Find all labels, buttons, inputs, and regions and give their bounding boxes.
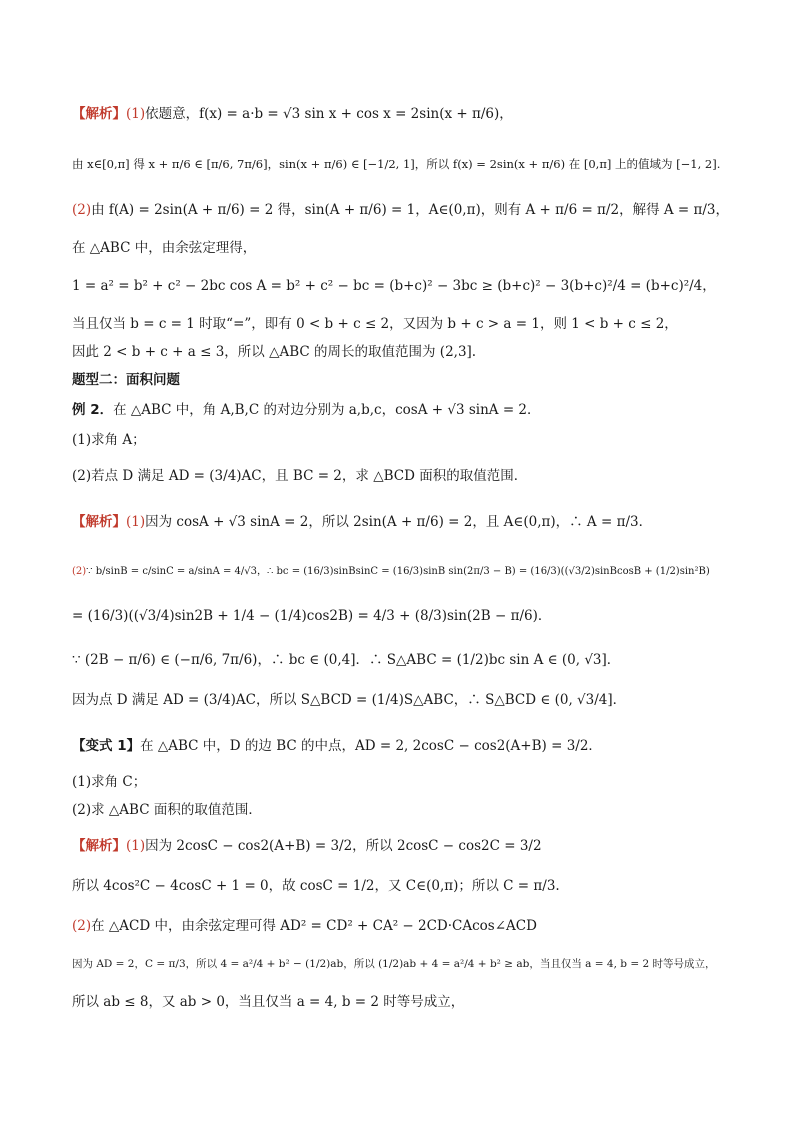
line-text: 所以 4cos²C − 4cosC + 1 = 0，故 cosC = 1/2，又 C∈(0,π)；所以 C = π/3. (72, 878, 560, 894)
solution-line (72, 690, 732, 710)
line-text: 依题意，f(x) = a·b = √3 sin x + cos x = 2sin(x + π/6)， (145, 106, 513, 122)
line-text: 1 = a² = b² + c² − 2bc cos A = b² + c² − bc = (b+c)² − 3bc ≥ (b+c)² − 3(b+c)²/4 = (b+c)²/4， (72, 278, 716, 294)
heading-text: 题型二：面积问题 (72, 372, 180, 388)
solution-line (72, 238, 732, 258)
line-text: 所以 ab ≤ 8，又 ab > 0，当且仅当 a = 4, b = 2 时等号成立， (72, 994, 465, 1010)
solution-line (72, 836, 732, 856)
solution-line (72, 276, 732, 296)
line-text: (1)求角 C； (72, 774, 147, 790)
question-line (72, 800, 732, 820)
line-text: 因为 cosA + √3 sinA = 2，所以 2sin(A + π/6) = 2，且 A∈(0,π)，∴ A = π/3． (145, 514, 653, 530)
variant-label: 【变式 1】 (72, 738, 141, 754)
question-line (72, 466, 732, 486)
solution-line (72, 314, 732, 334)
line-text: 由 f(A) = 2sin(A + π/6) = 2 得，sin(A + π/6) = 1，A∈(0,π)，则有 A + π/6 = π/2，解得 A = π/3， (91, 202, 730, 218)
line-text: (1)求角 A； (72, 432, 146, 448)
line-text: ∵ (2B − π/6) ∈ (−π/6, 7π/6)，∴ bc ∈ (0,4]．∴ S△ABC = (1/2)bc sin A ∈ (0, √3]． (72, 652, 621, 668)
line-text: 因为点 D 满足 AD = (3/4)AC，所以 S△BCD = (1/4)S△ABC，∴ S△BCD ∈ (0, √3/4]． (72, 692, 627, 708)
solution-line (72, 562, 732, 582)
question-line (72, 772, 732, 792)
solution-line (72, 606, 732, 626)
variant-statement (72, 736, 732, 756)
solution-line (72, 650, 732, 670)
part-marker: (1) (126, 838, 146, 854)
solution-label: 【解析】 (72, 838, 126, 854)
part-marker: (1) (126, 106, 146, 122)
line-text: 因为 AD = 2，C = π/3，所以 4 = a²/4 + b² − (1/2)ab，所以 (1/2)ab + 4 = a²/4 + b² ≥ ab，当且仅当 a = 4, b = 2 时等号成立， (72, 958, 716, 970)
line-text: 在 △ACD 中，由余弦定理可得 AD² = CD² + CA² − 2CD·CAcos∠ACD (91, 918, 537, 934)
section-heading (72, 370, 732, 390)
line-text: 在 △ABC 中，D 的边 BC 的中点，AD = 2, 2cosC − cos2(A+B) = 3/2． (140, 738, 602, 754)
solution-line (72, 104, 732, 124)
line-text: 当且仅当 b = c = 1 时取“=”，即有 0 < b + c ≤ 2，又因为 b + c > a = 1，则 1 < b + c ≤ 2， (72, 316, 678, 332)
solution-line (72, 954, 732, 974)
solution-line (72, 200, 732, 220)
solution-line (72, 876, 732, 896)
solution-line (72, 154, 732, 174)
example-statement (72, 400, 732, 420)
line-text: = (16/3)((√3/4)sin2B + 1/4 − (1/4)cos2B) = 4/3 + (8/3)sin(2B − π/6)． (72, 608, 552, 624)
line-text: 因为 2cosC − cos2(A+B) = 3/2，所以 2cosC − cos2C = 3/2 (145, 838, 542, 854)
line-text: (2)若点 D 满足 AD = (3/4)AC，且 BC = 2，求 △BCD 面积的取值范围． (72, 468, 528, 484)
line-text: 在 △ABC 中，角 A,B,C 的对边分别为 a,b,c，cosA + √3 sinA = 2． (113, 402, 541, 418)
question-line (72, 430, 732, 450)
solution-line (72, 916, 732, 936)
solution-label: 【解析】 (72, 106, 126, 122)
solution-line (72, 992, 732, 1012)
line-text: ∵ b/sinB = c/sinC = a/sinA = 4/√3，∴ bc = (16/3)sinBsinC = (16/3)sinB sin(2π/3 − B) = (16/3)((√3/2)sinBcosB + (1/2)sin²B) (86, 566, 710, 577)
part-marker: (2) (72, 202, 92, 218)
example-label: 例 2． (72, 402, 114, 418)
part-marker: (2) (72, 918, 92, 934)
line-text: 由 x∈[0,π] 得 x + π/6 ∈ [π/6, 7π/6]，sin(x + π/6) ∈ [−1/2, 1]，所以 f(x) = 2sin(x + π/6) 在 [0,π] 上的值域为 [−1, 2]. (72, 157, 721, 171)
part-marker: (1) (126, 514, 146, 530)
solution-label: 【解析】 (72, 514, 126, 530)
solution-line (72, 512, 732, 532)
line-text: 因此 2 < b + c + a ≤ 3，所以 △ABC 的周长的取值范围为 (2,3]. (72, 344, 477, 360)
line-text: 在 △ABC 中，由余弦定理得， (72, 240, 257, 256)
part-marker: (2) (72, 566, 87, 577)
solution-line (72, 342, 732, 362)
line-text: (2)求 △ABC 面积的取值范围． (72, 802, 262, 818)
